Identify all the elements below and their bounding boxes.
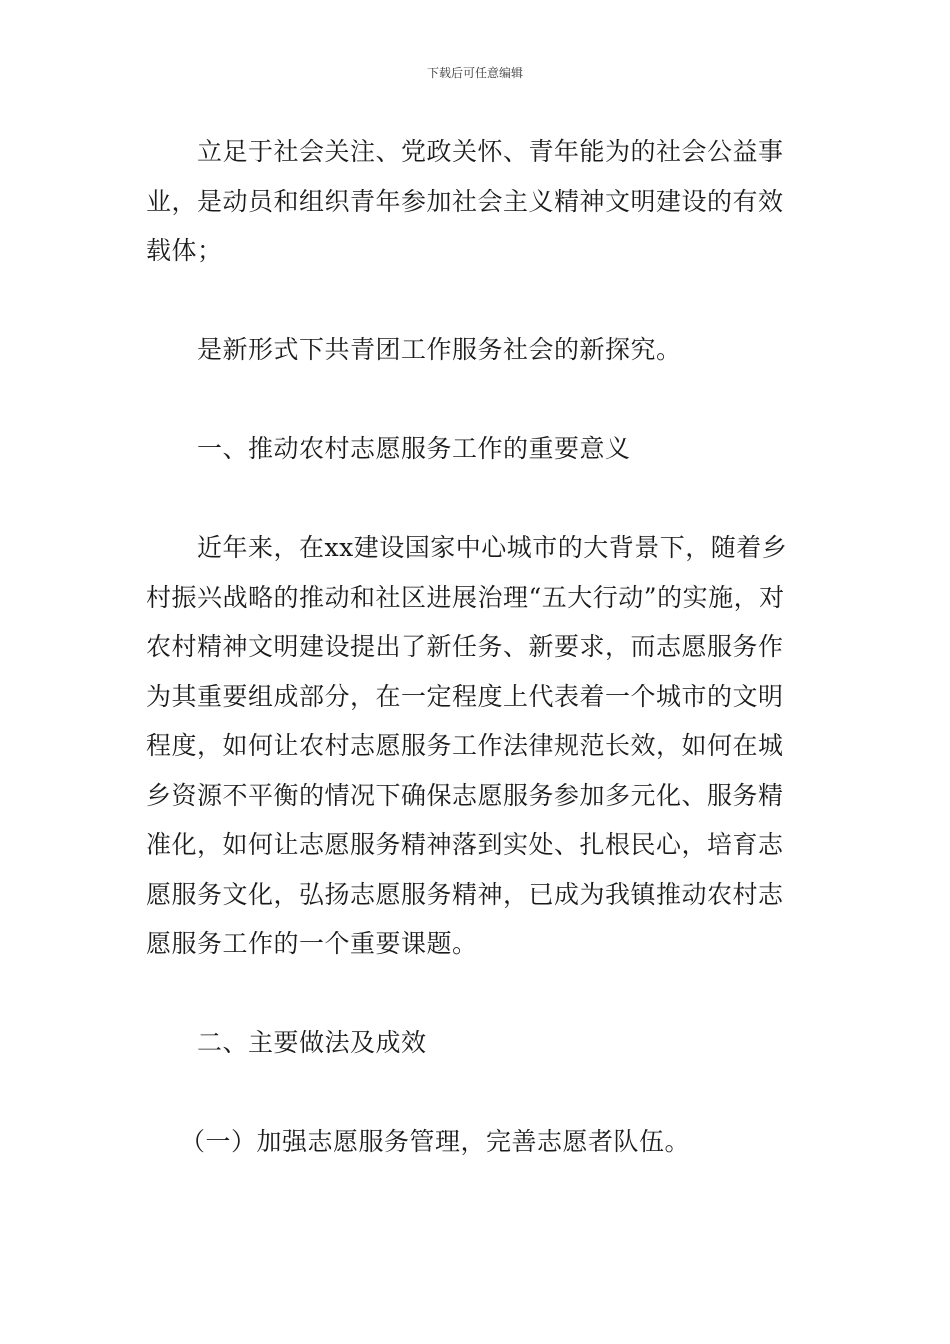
page-header-note: 下载后可任意编辑	[426, 66, 523, 80]
section-heading-2: 二、主要做法及成效	[197, 1028, 427, 1057]
subsection-heading-1: （一）加强志愿服务管理，完善志愿者队伍。	[180, 1127, 691, 1156]
document-body	[146, 127, 806, 1167]
paragraph-intro: 立足于社会关注、党政关怀、青年能为的社会公益事业，是动员和组织青年参加社会主义精神文明建设的有效载体；	[146, 137, 784, 265]
section-heading-1: 一、推动农村志愿服务工作的重要意义	[197, 434, 631, 463]
paragraph-background: 近年来，在xx建设国家中心城市的大背景下，随着乡村振兴战略的推动和社区进展治理“五大行动”的实施，对农村精神文明建设提出了新任务、新要求，而志愿服务作为其重要组成部分，在一定程度上代表着一个城市的文明程度，如何让农村志愿服务工作法律规范长效，如何在城乡资源不平衡的情况下确保志愿服务参加多元化、服务精准化，如何让志愿服务精神落到实处、扎根民心，培育志愿服务文化，弘扬志愿服务精神，已成为我镇推动农村志愿服务工作的一个重要课题。	[146, 533, 788, 958]
paragraph-new-exploration: 是新形式下共青团工作服务社会的新探究。	[197, 335, 682, 364]
